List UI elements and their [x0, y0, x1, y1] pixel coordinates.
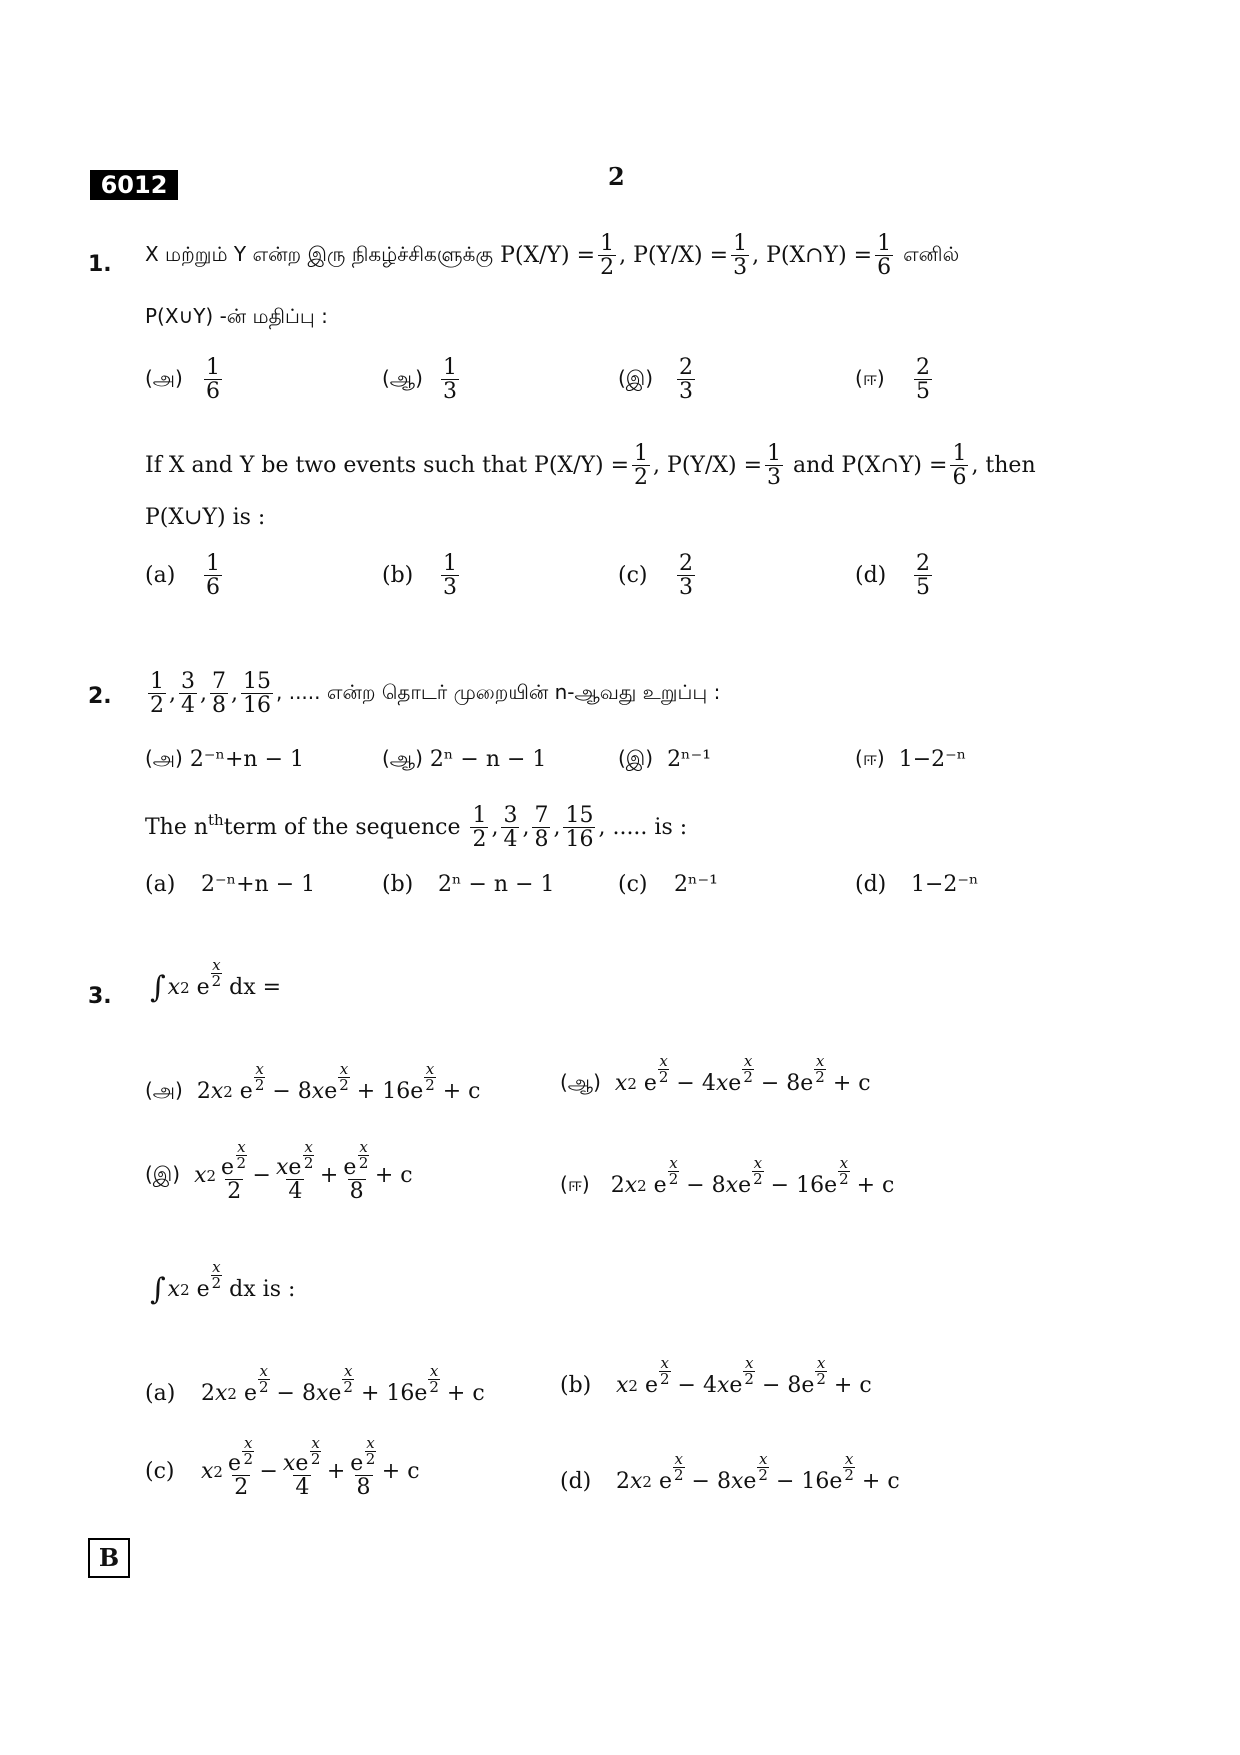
q3-ta-option-d: (ஈ) 2 x 2 e x 2 − 8 x e x 2 − 16e x 2 + c: [560, 1154, 895, 1198]
question-1-tamil-text: X மற்றும் Y என்ற இரு நிகழ்ச்சிகளுக்கு P(X/Y) = $\frac{1}{2}$ , P(Y/X) = $\frac{1}{3}$ , P(X∩Y) = $\frac{1}{6}$ எனில்: [145, 231, 960, 281]
question-3-integral: ∫ x 2 e x 2 dx =: [150, 956, 282, 1005]
question-2-tamil-text: 1 2 , 3 4 , 7 8 , 15 16 , ..... என்ற தொடர் முறையின் n-ஆவது உறுப்பு :: [150, 669, 721, 719]
paper-code-badge: 6012: [90, 170, 178, 200]
question-1-english-line2: P(X∪Y) is :: [145, 505, 266, 530]
q2-en-option-c: (c) 2ⁿ⁻¹: [618, 872, 718, 897]
q2-ta-option-b: (ஆ) 2ⁿ − n − 1: [382, 746, 547, 772]
q1-en-option-b: (b) 1 3: [382, 551, 457, 601]
q1-en-option-c: (c) 2 3: [618, 551, 693, 601]
question-1-number: 1.: [88, 252, 112, 277]
q1-ta-option-a: (அ) 1 6: [145, 355, 220, 405]
question-2-number: 2.: [88, 684, 112, 709]
page-number: 2: [608, 162, 625, 191]
question-3-english-text: ∫ x 2 e x 2 dx is :: [150, 1258, 296, 1307]
q1-ta-option-b: (ஆ) 1 3: [382, 355, 457, 405]
question-1-tamil-line2: P(X∪Y) -ன் மதிப்பு :: [145, 304, 328, 328]
q2-ta-option-d: (ஈ) 1−2⁻ⁿ: [855, 746, 967, 772]
q2-ta-option-a: (அ) 2⁻ⁿ+n − 1: [145, 746, 304, 772]
fraction: $\frac{1}{3}$: [733, 231, 748, 281]
q3-en-option-d: (d) 2 x 2 e x 2 − 8 x e x 2 − 16e x 2 + c: [560, 1450, 900, 1494]
question-1-english-text: If X and Y be two events such that P(X/Y) = $\frac{1}{2}$ , P(Y/X) = $\frac{1}{3}$ and P(X∩Y) = $\frac{1}{6}$ , then: [145, 441, 1036, 491]
q2-en-option-a: (a) 2⁻ⁿ+n − 1: [145, 872, 316, 897]
booklet-series-badge: B: [88, 1538, 130, 1578]
q2-en-option-b: (b) 2ⁿ − n − 1: [382, 872, 555, 897]
fraction: $\frac{1}{6}$: [877, 231, 892, 281]
q1-ta-option-c: (இ) 2 3: [618, 355, 693, 405]
q3-ta-option-c: (இ) x 2 e $\frac{x}{2}$ 2 − xe $\frac{x}{2}$ 4 + e $\frac{x}{2}$ 8 + c: [145, 1138, 413, 1204]
q3-en-option-b: (b) x 2 e x 2 − 4 x e x 2 − 8e x 2 + c: [560, 1354, 872, 1398]
q3-ta-option-b: (ஆ) x 2 e x 2 − 4 x e x 2 − 8e x 2 + c: [560, 1052, 871, 1096]
q1-en-option-a: (a) 1 6: [145, 551, 220, 601]
q3-en-option-a: (a) 2 x 2 e x 2 − 8 x e x 2 + 16e x 2 + c: [145, 1362, 485, 1406]
q1-en-option-d: (d) 2 5: [855, 551, 930, 601]
fraction: $\frac{1}{2}$: [600, 231, 615, 281]
q2-ta-option-c: (இ) 2ⁿ⁻¹: [618, 746, 712, 772]
question-2-english-text: The n $^{th}$ term of the sequence 1 2 , 3 4 , 7 8 , 15 16 , ..... is :: [145, 803, 688, 853]
q3-en-option-c: (c) x 2 e $\frac{x}{2}$ 2 − xe $\frac{x}{2}$ 4 + e $\frac{x}{2}$ 8 + c: [145, 1434, 420, 1500]
q3-ta-option-a: (அ) 2 x 2 e x 2 − 8 x e x 2 + 16e x 2 + c: [145, 1060, 481, 1104]
question-3-number: 3.: [88, 984, 112, 1009]
q1-ta-option-d: (ஈ) 2 5: [855, 355, 930, 405]
q2-en-option-d: (d) 1−2⁻ⁿ: [855, 872, 979, 897]
